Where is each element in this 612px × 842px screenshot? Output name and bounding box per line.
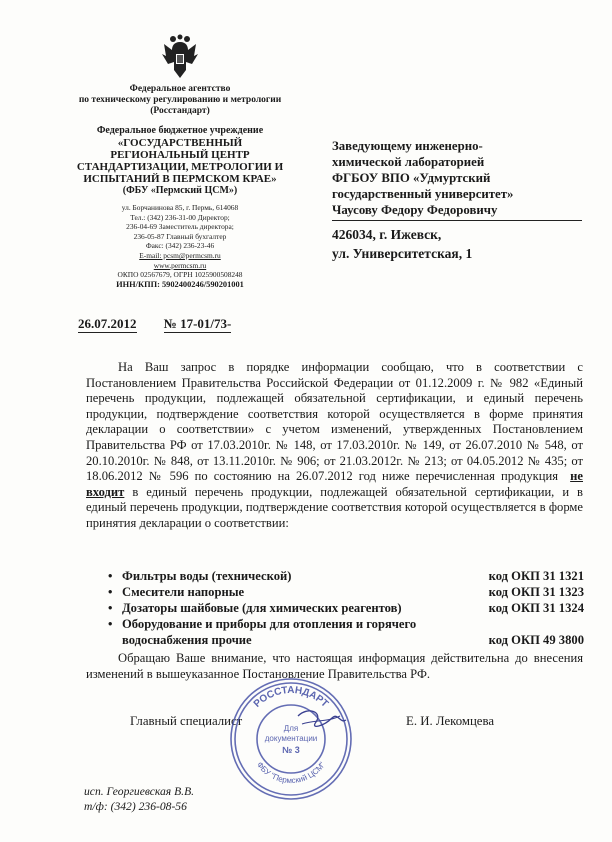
bullet-icon: • — [108, 617, 113, 631]
not-included-emphasis: не входит — [86, 469, 583, 499]
bullet-icon: • — [108, 601, 113, 615]
stamp-center-line: документации — [264, 734, 318, 743]
recipient-name: Чаусову Федору Федоровичу — [332, 202, 582, 221]
stamp-top-text: РОССТАНДАРТ — [251, 684, 331, 710]
stamp-center-line: № 3 — [282, 745, 300, 755]
outgoing-reference — [78, 316, 255, 332]
agency-name: Федеральное агентство по техническому регулированию и метрологии (Росстандарт) — [78, 84, 282, 116]
list-item: • Смесители напорные код ОКП 31 1323 — [108, 585, 584, 599]
product-code: код ОКП 49 3800 — [488, 633, 584, 647]
signatory-name: Е. И. Лекомцева — [406, 714, 495, 728]
outgoing-number: № 17-01/73- — [163, 316, 232, 331]
website-link[interactable]: www.permcsm.ru — [153, 260, 207, 270]
stamp-center-line: Для — [283, 724, 299, 733]
signatory-role: Главный специалист — [130, 714, 243, 728]
official-stamp — [228, 676, 354, 802]
bullet-icon: • — [108, 569, 113, 583]
institution-name: Федеральное бюджетное учреждение «ГОСУДАРСТВЕННЫЙ РЕГИОНАЛЬНЫЙ ЦЕНТР СТАНДАРТИЗАЦИИ, МЕТРОЛОГИИ И ИСПЫТАНИЙ В ПЕРМСКОМ КРАЕ» (ФБУ «Пермский ЦСМ») — [76, 125, 284, 196]
institution-contacts: ул. Борчанинова 85, г. Пермь, 614068 Тел.: (342) 236-31-00 Директор; 236-04-69 Заместитель директора; 236-05-87 Главный бухгалтер Факс: (342) 236-23-46 E-mail: pcsm@permcsm.ru www.permcsm.ru ОКПО 02567679, ОГРН 1025900508248 ИНН/КПП: 5902400246/590201001 — [62, 203, 298, 289]
product-code: код ОКП 31 1324 — [488, 601, 584, 615]
letter-body: На Ваш запрос в порядке информации сообщаю, что в соответствии с Постановлением Правительства Российской Федерации от 01.12.2009 г. № 982 «Единый перечень продукции, подлежащей обязательной сертификации, и единый перечень продукции, подтверждение соответствия которой осуществляется в форме принятия декларации о соответствии» с учетом изменений, утвержденных Постановлением Правительства РФ от 17.03.2010г. № 148, от 17.03.2010г. № 149, от 26.07.2010 № 548, от 20.10.2010г. № 848, от 13.11.2010г. № 906; от 21.03.2012г. № 213; от 04.05.2012 № 435; от 18.06.2012 № 596 по состоянию на 26.07.2012 год ниже перечисленная продукция не входит в единый перечень продукции, подлежащей обязательной сертификации, и в единый перечень продукции, подтверждение соответствия которой осуществляется в форме принятия декларации о соответствии: — [86, 360, 583, 530]
list-item: • Оборудование и приборы для отопления и горячего водоснабжения прочие код ОКП 49 3800 — [108, 617, 584, 647]
list-item: • Дозаторы шайбовые (для химических реагентов) код ОКП 31 1324 — [108, 601, 584, 615]
outgoing-date: 26.07.2012 — [78, 316, 137, 331]
product-list — [108, 568, 584, 648]
validity-notice: Обращаю Ваше внимание, что настоящая информация действительна до внесения изменений в вышеуказанное Постановление Правительства РФ. — [86, 651, 583, 681]
recipient-address-line: ул. Университетская, 1 — [332, 246, 473, 261]
recipient-address-line: 426034, г. Ижевск, — [332, 227, 442, 242]
coat-of-arms-icon — [160, 34, 200, 82]
product-code: код ОКП 31 1323 — [488, 585, 584, 599]
bullet-icon: • — [108, 585, 113, 599]
executor-phone: т/ф: (342) 236-08-56 — [84, 800, 187, 813]
executor-name: исп. Георгиевская В.В. — [84, 785, 195, 798]
letterhead — [62, 34, 298, 289]
recipient-block: Заведующему инженерно- химической лабораторией ФГБОУ ВПО «Удмуртский государственный университет» Чаусову Федору Федоровичу 426034, г. Ижевск, ул. Университетская, 1 — [332, 138, 582, 263]
executor-info — [84, 784, 194, 814]
product-code: код ОКП 31 1321 — [488, 569, 584, 583]
stamp-bottom-text: ФБУ "Пермский ЦСМ" — [254, 760, 328, 786]
email-link[interactable]: E-mail: pcsm@permcsm.ru — [139, 250, 221, 260]
list-item: • Фильтры воды (технической) код ОКП 31 1321 — [108, 569, 584, 583]
svg-text:РОССТАНДАРТ — [252, 685, 330, 710]
